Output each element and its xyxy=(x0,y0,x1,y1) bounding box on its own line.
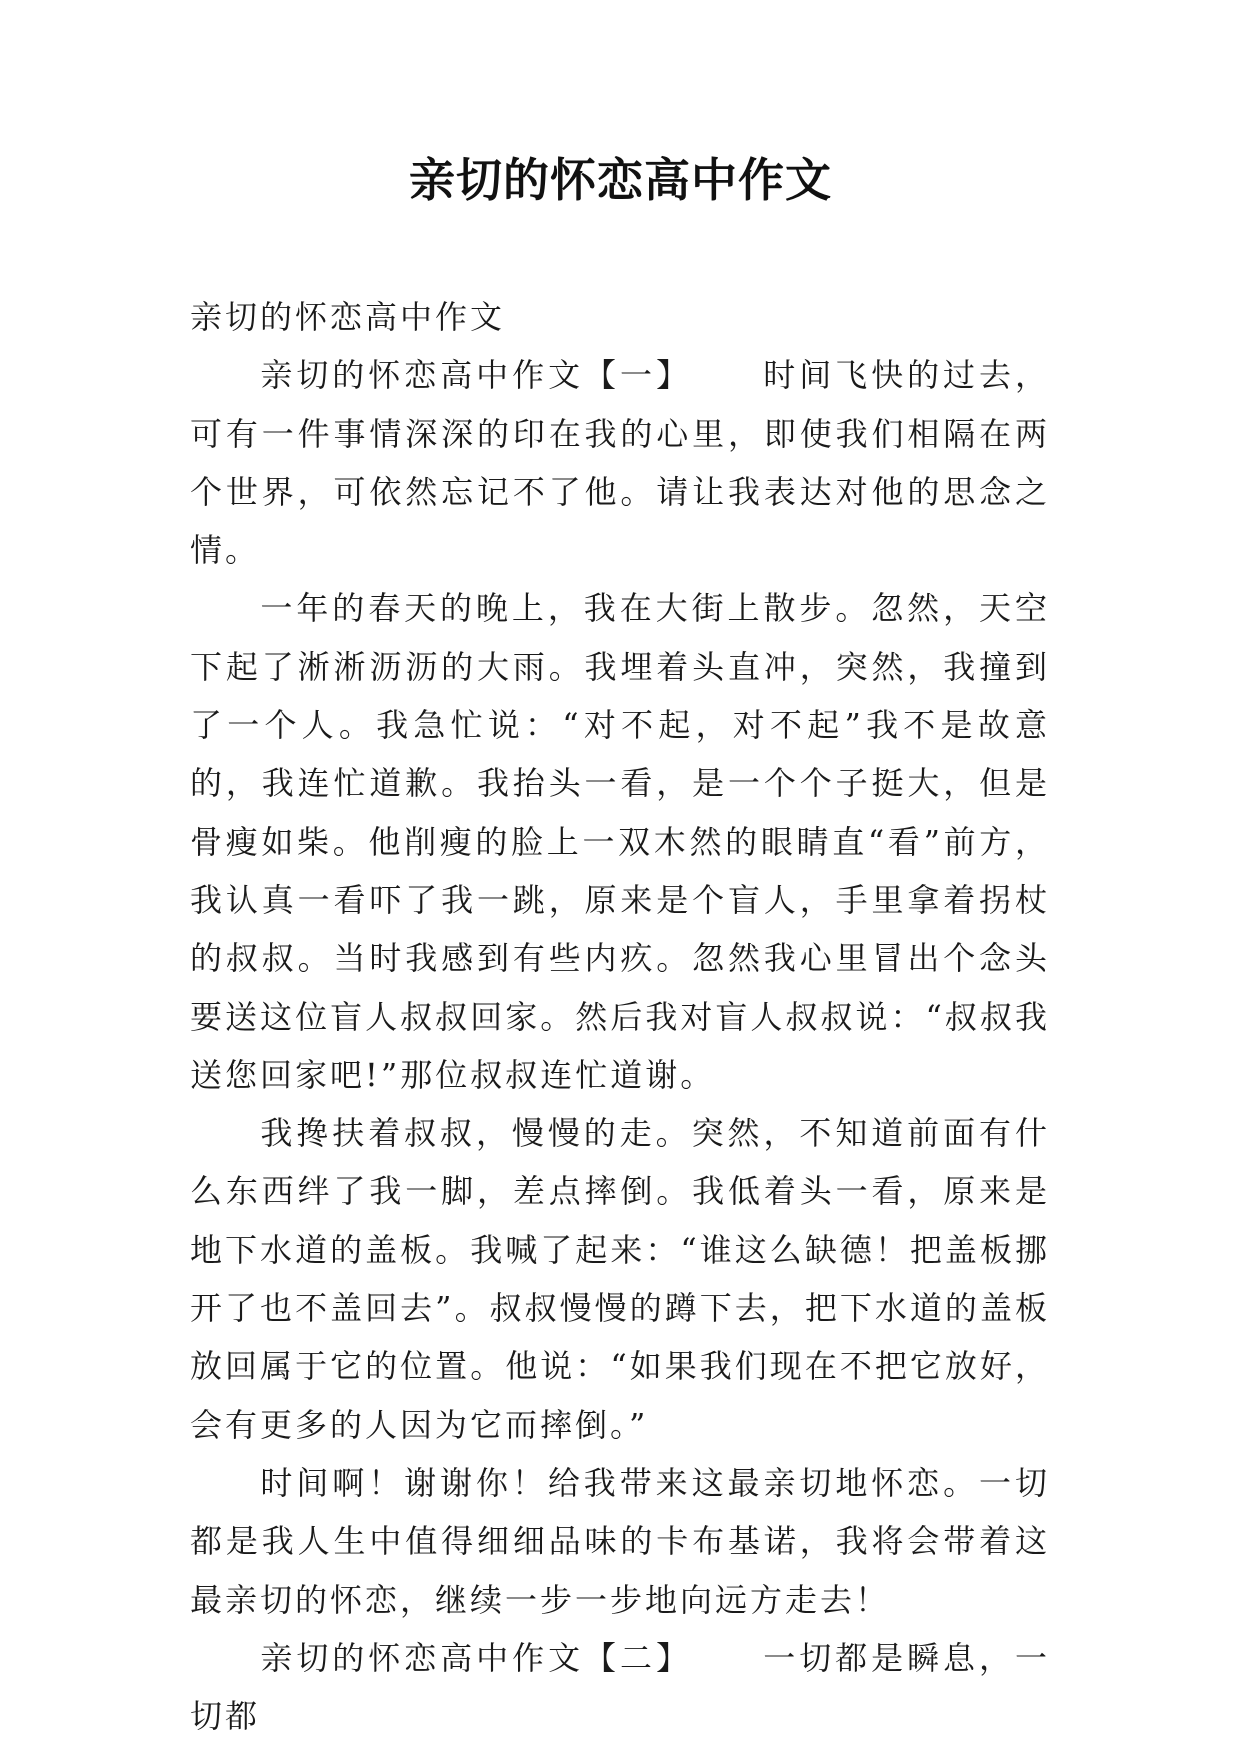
document-body xyxy=(190,288,1050,1745)
section-heading-one: 亲切的怀恋高中作文【一】 xyxy=(260,356,692,395)
paragraph-2: 一年的春天的晚上，我在大街上散步。忽然，天空下起了淅淅沥沥的大雨。我埋着头直冲，突然，我撞到了一个人。我急忙说：“对不起，对不起”我不是故意的，我连忙道歉。我抬头一看，是一个个子挺大，但是骨瘦如柴。他削瘦的脸上一双木然的眼睛直“看”前方，我认真一看吓了我一跳，原来是个盲人，手里拿着拐杖的叔叔。当时我感到有些内疚。忽然我心里冒出个念头要送这位盲人叔叔回家。然后我对盲人叔叔说：“叔叔我送您回家吧!”那位叔叔连忙道谢。 xyxy=(190,589,1050,1094)
paragraph-1-text: 时间飞快的过去，可有一件事情深深的印在我的心里，即使我们相隔在两个世界，可依然忘记不了他。请让我表达对他的思念之情。 xyxy=(190,356,1050,570)
section-heading-two: 亲切的怀恋高中作文【二】 xyxy=(260,1638,692,1677)
paragraph-4: 时间啊！谢谢你！给我带来这最亲切地怀恋。一切都是我人生中值得细细品味的卡布基诺，我将会带着这最亲切的怀恋，继续一步一步地向远方走去！ xyxy=(190,1463,1050,1619)
subtitle-paragraph: 亲切的怀恋高中作文 xyxy=(190,298,506,336)
document-title: 亲切的怀恋高中作文 xyxy=(409,153,832,207)
paragraph-1 xyxy=(190,346,1050,579)
paragraph-5-text: 一切都是瞬息，一切都 xyxy=(190,1638,1050,1736)
paragraph-3: 我搀扶着叔叔，慢慢的走。突然，不知道前面有什么东西绊了我一脚，差点摔倒。我低着头一看，原来是地下水道的盖板。我喊了起来：“谁这么缺德！把盖板挪开了也不盖回去”。叔叔慢慢的蹲下去，把下水道的盖板放回属于它的位置。他说：“如果我们现在不把它放好，会有更多的人因为它而摔倒。” xyxy=(190,1114,1050,1444)
paragraph-5 xyxy=(190,1629,1050,1746)
